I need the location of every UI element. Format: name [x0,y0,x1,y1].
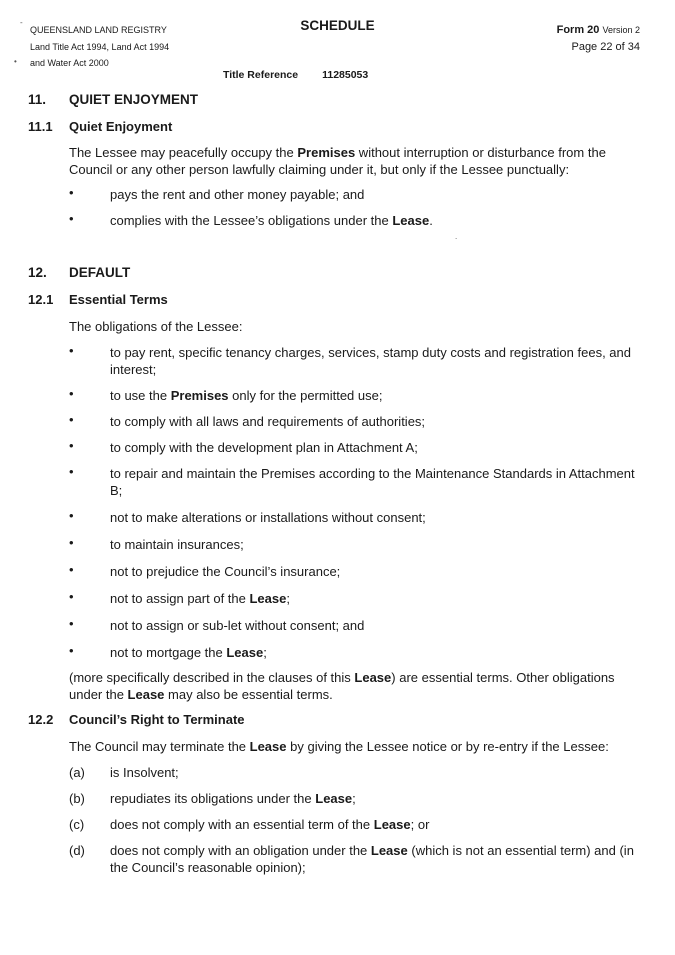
bullet-icon: • [69,185,74,200]
list-item: to comply with all laws and requirements of authorities; [110,414,426,429]
bullet-icon: • [69,508,74,523]
bullet-icon: • [69,562,74,577]
enum-label: (b) [69,791,85,806]
bullet-icon: • [69,643,74,658]
bullet-icon: • [69,211,74,226]
scan-mark: . [455,232,458,241]
termination-intro: The Council may terminate the Lease by giving the Lessee notice or by re-entry if the Lessee: [69,739,609,754]
essential-terms-closing: (more specifically described in the clauses of this Lease) are essential terms. Other obligations under the Lease may also be essential terms. [69,670,615,702]
enum-label: (a) [69,765,85,780]
title-reference [223,69,368,81]
form-version: Version 2 [602,25,640,35]
list-item: to pay rent, specific tenancy charges, services, stamp duty costs and registration fees, and interest; [110,345,631,377]
list-item: to use the Premises only for the permitted use; [110,388,383,403]
bullet-icon: • [69,535,74,550]
schedule-heading: SCHEDULE [300,18,375,33]
page-number: Page 22 of 34 [571,40,640,53]
list-item: to repair and maintain the Premises according to the Maintenance Standards in Attachment B; [110,466,635,498]
list-item: complies with the Lessee’s obligations under the Lease. [110,213,433,228]
essential-terms-intro: The obligations of the Lessee: [69,319,243,334]
subsection-title: Council’s Right to Terminate [69,712,245,727]
subsection-number: 12.1 [28,292,54,307]
section-title: QUIET ENJOYMENT [69,92,199,107]
list-item: not to prejudice the Council’s insurance; [110,564,341,579]
registry-name: QUEENSLAND LAND REGISTRY [30,25,167,35]
quiet-enjoyment-paragraph: The Lessee may peacefully occupy the Premises without interruption or disturbance from the Council or any other person lawfully claiming under it, but only if the Lessee punctually: [69,145,606,177]
acts-line-2: and Water Act 2000 [30,58,109,68]
scan-mark: - [20,18,23,27]
acts-line-1: Land Title Act 1994, Land Act 1994 [30,41,170,52]
bullet-icon: • [69,412,74,427]
enum-label: (c) [69,817,85,832]
title-reference-label: Title Reference [223,69,299,81]
section-title: DEFAULT [69,265,131,280]
list-item: not to make alterations or installations without consent; [110,510,426,525]
bullet-icon: • [69,589,74,604]
enum-item: does not comply with an essential term of the Lease; or [110,817,430,832]
section-number: 11. [28,92,47,107]
section-number: 12. [28,265,47,280]
enum-item: does not comply with an obligation under the Lease (which is not an essential term) and (in the Council’s reasonable opinion); [110,843,634,875]
document-header-right [557,22,640,55]
enum-label: (d) [69,843,85,858]
subsection-title: Essential Terms [69,292,168,307]
bullet-icon: • [69,386,74,401]
subsection-number: 11.1 [28,119,53,134]
scan-mark: • [14,57,17,66]
list-item: to maintain insurances; [110,537,244,552]
bullet-icon: • [69,343,74,358]
subsection-number: 12.2 [28,712,54,727]
list-item: to comply with the development plan in Attachment A; [110,440,418,455]
bullet-icon: • [69,464,74,479]
enum-item: is Insolvent; [110,765,179,780]
form-number: Form 20 [556,24,600,36]
bullet-icon: • [69,438,74,453]
title-reference-value: 11285053 [322,69,369,81]
list-item: not to assign part of the Lease; [110,591,290,606]
subsection-title: Quiet Enjoyment [69,119,173,134]
list-item: not to mortgage the Lease; [110,645,267,660]
enum-item: repudiates its obligations under the Lease; [110,791,356,806]
bullet-icon: • [69,616,74,631]
list-item: pays the rent and other money payable; and [110,187,365,202]
list-item: not to assign or sub-let without consent; and [110,618,365,633]
